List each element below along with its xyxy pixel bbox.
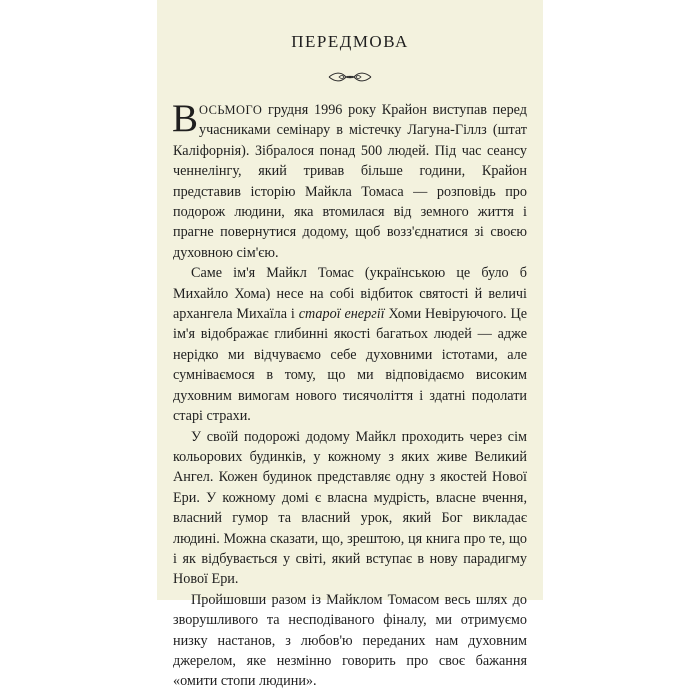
book-page	[157, 0, 543, 690]
paragraph-2	[173, 263, 527, 426]
paragraph-2-text-a: Саме ім'я Майкл Томас (українською це було б Михайло Хома) несе на собі відбиток святості й величі архангела Михаїла і	[173, 265, 527, 323]
page-title: ПЕРЕДМОВА	[291, 32, 409, 51]
scroll-ornament-icon	[327, 70, 373, 84]
paragraph-1	[172, 97, 527, 263]
paragraph-4: Пройшовши разом із Майклом Томасом весь шлях до зворушливого та несподіваного фіналу, ми отримуємо низку настанов, з любов'ю переданих нам духовним джерелом, яке незмінно говорить про своє бажання «омити стопи людини».	[173, 591, 527, 690]
paragraph-2-italic: старої енергії	[298, 306, 385, 323]
paragraph-2-text-b: Хоми Невіруючого. Це ім'я відображає глибинні якості багатьох людей — адже нерідко ми відчуваємо себе духовними істотами, але сумніваємося в тому, що ми відповідаємо високим духовним вимогам нового тисячоліття і здатні подолати старі страхи.	[173, 306, 527, 425]
drop-cap: В	[172, 97, 199, 140]
preface-body	[172, 97, 527, 692]
paragraph-1-text: грудня 1996 року Крайон виступав перед учасниками семінару в містечку Лагуна-Гіллз (штат Каліфорнія). Зібралося понад 500 людей. Під час сеансу ченнелінгу, який тривав більше години, Крайон представив історію Майкла Томаса — розповідь про подорож людини, яка втомилася від земного життя і прагне повернутися додому, щоб возз'єднатися зі своєю духовною сім'єю.	[173, 102, 527, 261]
paragraph-3: У своїй подорожі додому Майкл проходить через сім кольорових будинків, у кожному з яких живе Великий Ангел. Кожен будинок представляє одну з якостей Нової Ери. У кожному домі є власна мудрість, власне вчення, власний гумор та власний урок, який Бог викладає людині. Можна сказати, що, зрештою, ця книга про те, що і як відбувається у світі, який вступає в нову парадигму Нової Ери.	[173, 428, 527, 588]
first-word-smallcaps: ОСЬМОГО	[199, 103, 263, 117]
